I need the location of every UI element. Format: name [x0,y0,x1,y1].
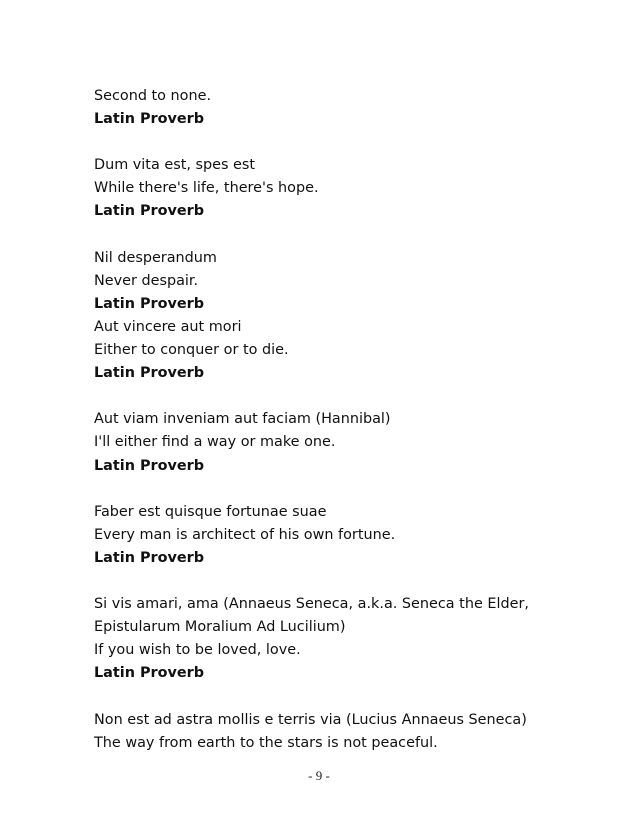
quote-line: I'll either find a way or make one. [94,434,336,451]
quote-line: Faber est quisque fortunae suae [94,503,327,520]
quote-entry [94,709,574,755]
spacer [94,478,574,501]
quote-line: Aut viam inveniam aut faciam (Hannibal) [94,411,391,428]
quote-entry [94,408,574,477]
quote-line: Never despair. [94,272,199,289]
quote-entry [94,501,574,570]
quote-entry [94,85,574,131]
quote-attribution: Latin Proverb [94,457,205,474]
quote-attribution: Latin Proverb [94,203,205,220]
quote-attribution: Latin Proverb [94,111,205,128]
quote-line: Nil desperandum [94,249,217,266]
quote-attribution: Latin Proverb [94,295,205,312]
quote-line: Either to conquer or to die. [94,342,289,359]
quote-entry [94,316,574,385]
quote-line: Every man is architect of his own fortune. [94,526,396,543]
quote-entry [94,247,574,316]
spacer [94,131,574,154]
spacer [94,685,574,708]
quote-line: Second to none. [94,88,212,104]
quote-attribution: Latin Proverb [94,365,205,382]
page-number: - 9 - [308,768,330,783]
quote-line: Non est ad astra mollis e terris via (Lucius Annaeus Seneca) [94,711,527,728]
spacer [94,570,574,593]
spacer [94,224,574,247]
quote-entry [94,154,574,223]
quote-entry [94,593,574,685]
spacer [94,385,574,408]
quote-line: If you wish to be loved, love. [94,642,301,659]
quote-line: The way from earth to the stars is not peaceful. [94,734,438,751]
quote-line: Dum vita est, spes est [94,157,256,174]
quote-line: Si vis amari, ama (Annaeus Seneca, a.k.a. Seneca the Elder, [94,596,529,613]
quote-list [94,85,574,755]
quote-line: Epistularum Moralium Ad Lucilium) [94,619,346,636]
quote-attribution: Latin Proverb [94,665,205,682]
quote-line: Aut vincere aut mori [94,318,242,335]
quote-line: While there's life, there's hope. [94,180,319,197]
quote-attribution: Latin Proverb [94,549,205,566]
